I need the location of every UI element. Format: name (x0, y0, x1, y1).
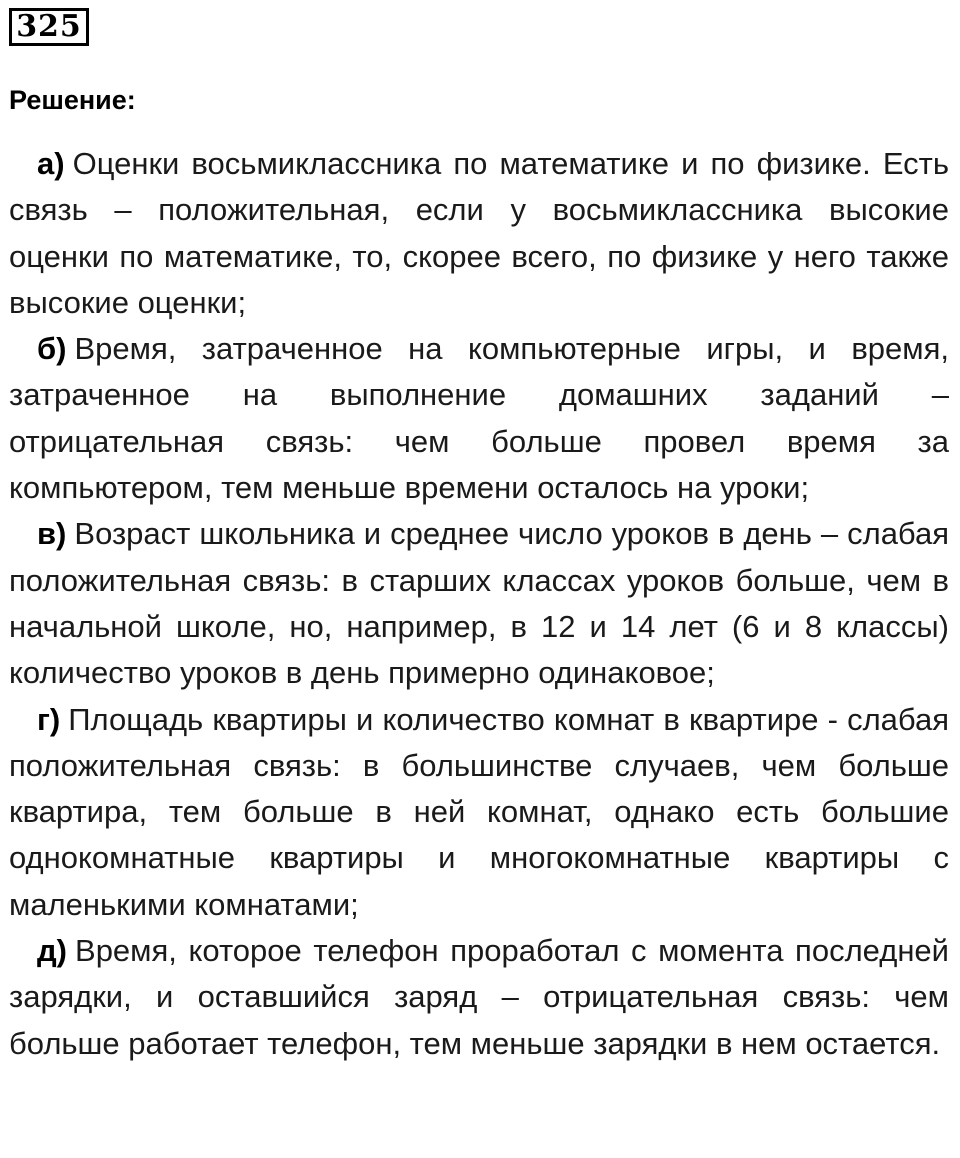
item-label: г) (37, 701, 61, 737)
item-text: Оценки восьмиклассника по математике и по физике. Есть связь – положительная, если у восьмиклассника высокие оценки по математике, то, скорее всего, по физике у него также высокие оценки; (9, 146, 949, 320)
solution-item-a (9, 141, 949, 326)
item-label: в) (37, 516, 67, 552)
solution-body (9, 141, 949, 1067)
item-text: Возраст школьника и среднее число уроков в день – слабая положительная связь: в старших классах уроков больше, чем в начальной школе, но, например, в 12 и 14 лет (6 и 8 классы) количество уроков в день примерно одинаковое; (9, 516, 949, 691)
task-number-box: 325 (9, 8, 89, 46)
solution-item-g (9, 697, 949, 928)
solution-item-d (9, 928, 949, 1067)
item-label: а) (37, 146, 65, 181)
solution-item-b (9, 326, 949, 511)
solution-item-v (9, 511, 949, 696)
item-label: д) (37, 933, 68, 969)
item-text: Время, затраченное на компьютерные игры, и время, затраченное на выполнение домашних заданий – отрицательная связь: чем больше провел время за компьютером, тем меньше времени осталось на уроки; (9, 331, 949, 506)
item-text: Время, которое телефон проработал с момента последней зарядки, и оставшийся заряд – отрицательная связь: чем больше работает телефон, тем меньше зарядки в нем остается. (9, 933, 949, 1061)
solution-heading: Решение: (9, 85, 136, 115)
item-text: Площадь квартиры и количество комнат в квартире - слабая положительная связь: в большинстве случаев, чем больше квартира, тем больше в ней комнат, однако есть большие однокомнатные квартиры и многокомнатные квартиры с маленькими комнатами; (9, 701, 949, 922)
item-label: б) (37, 331, 67, 367)
